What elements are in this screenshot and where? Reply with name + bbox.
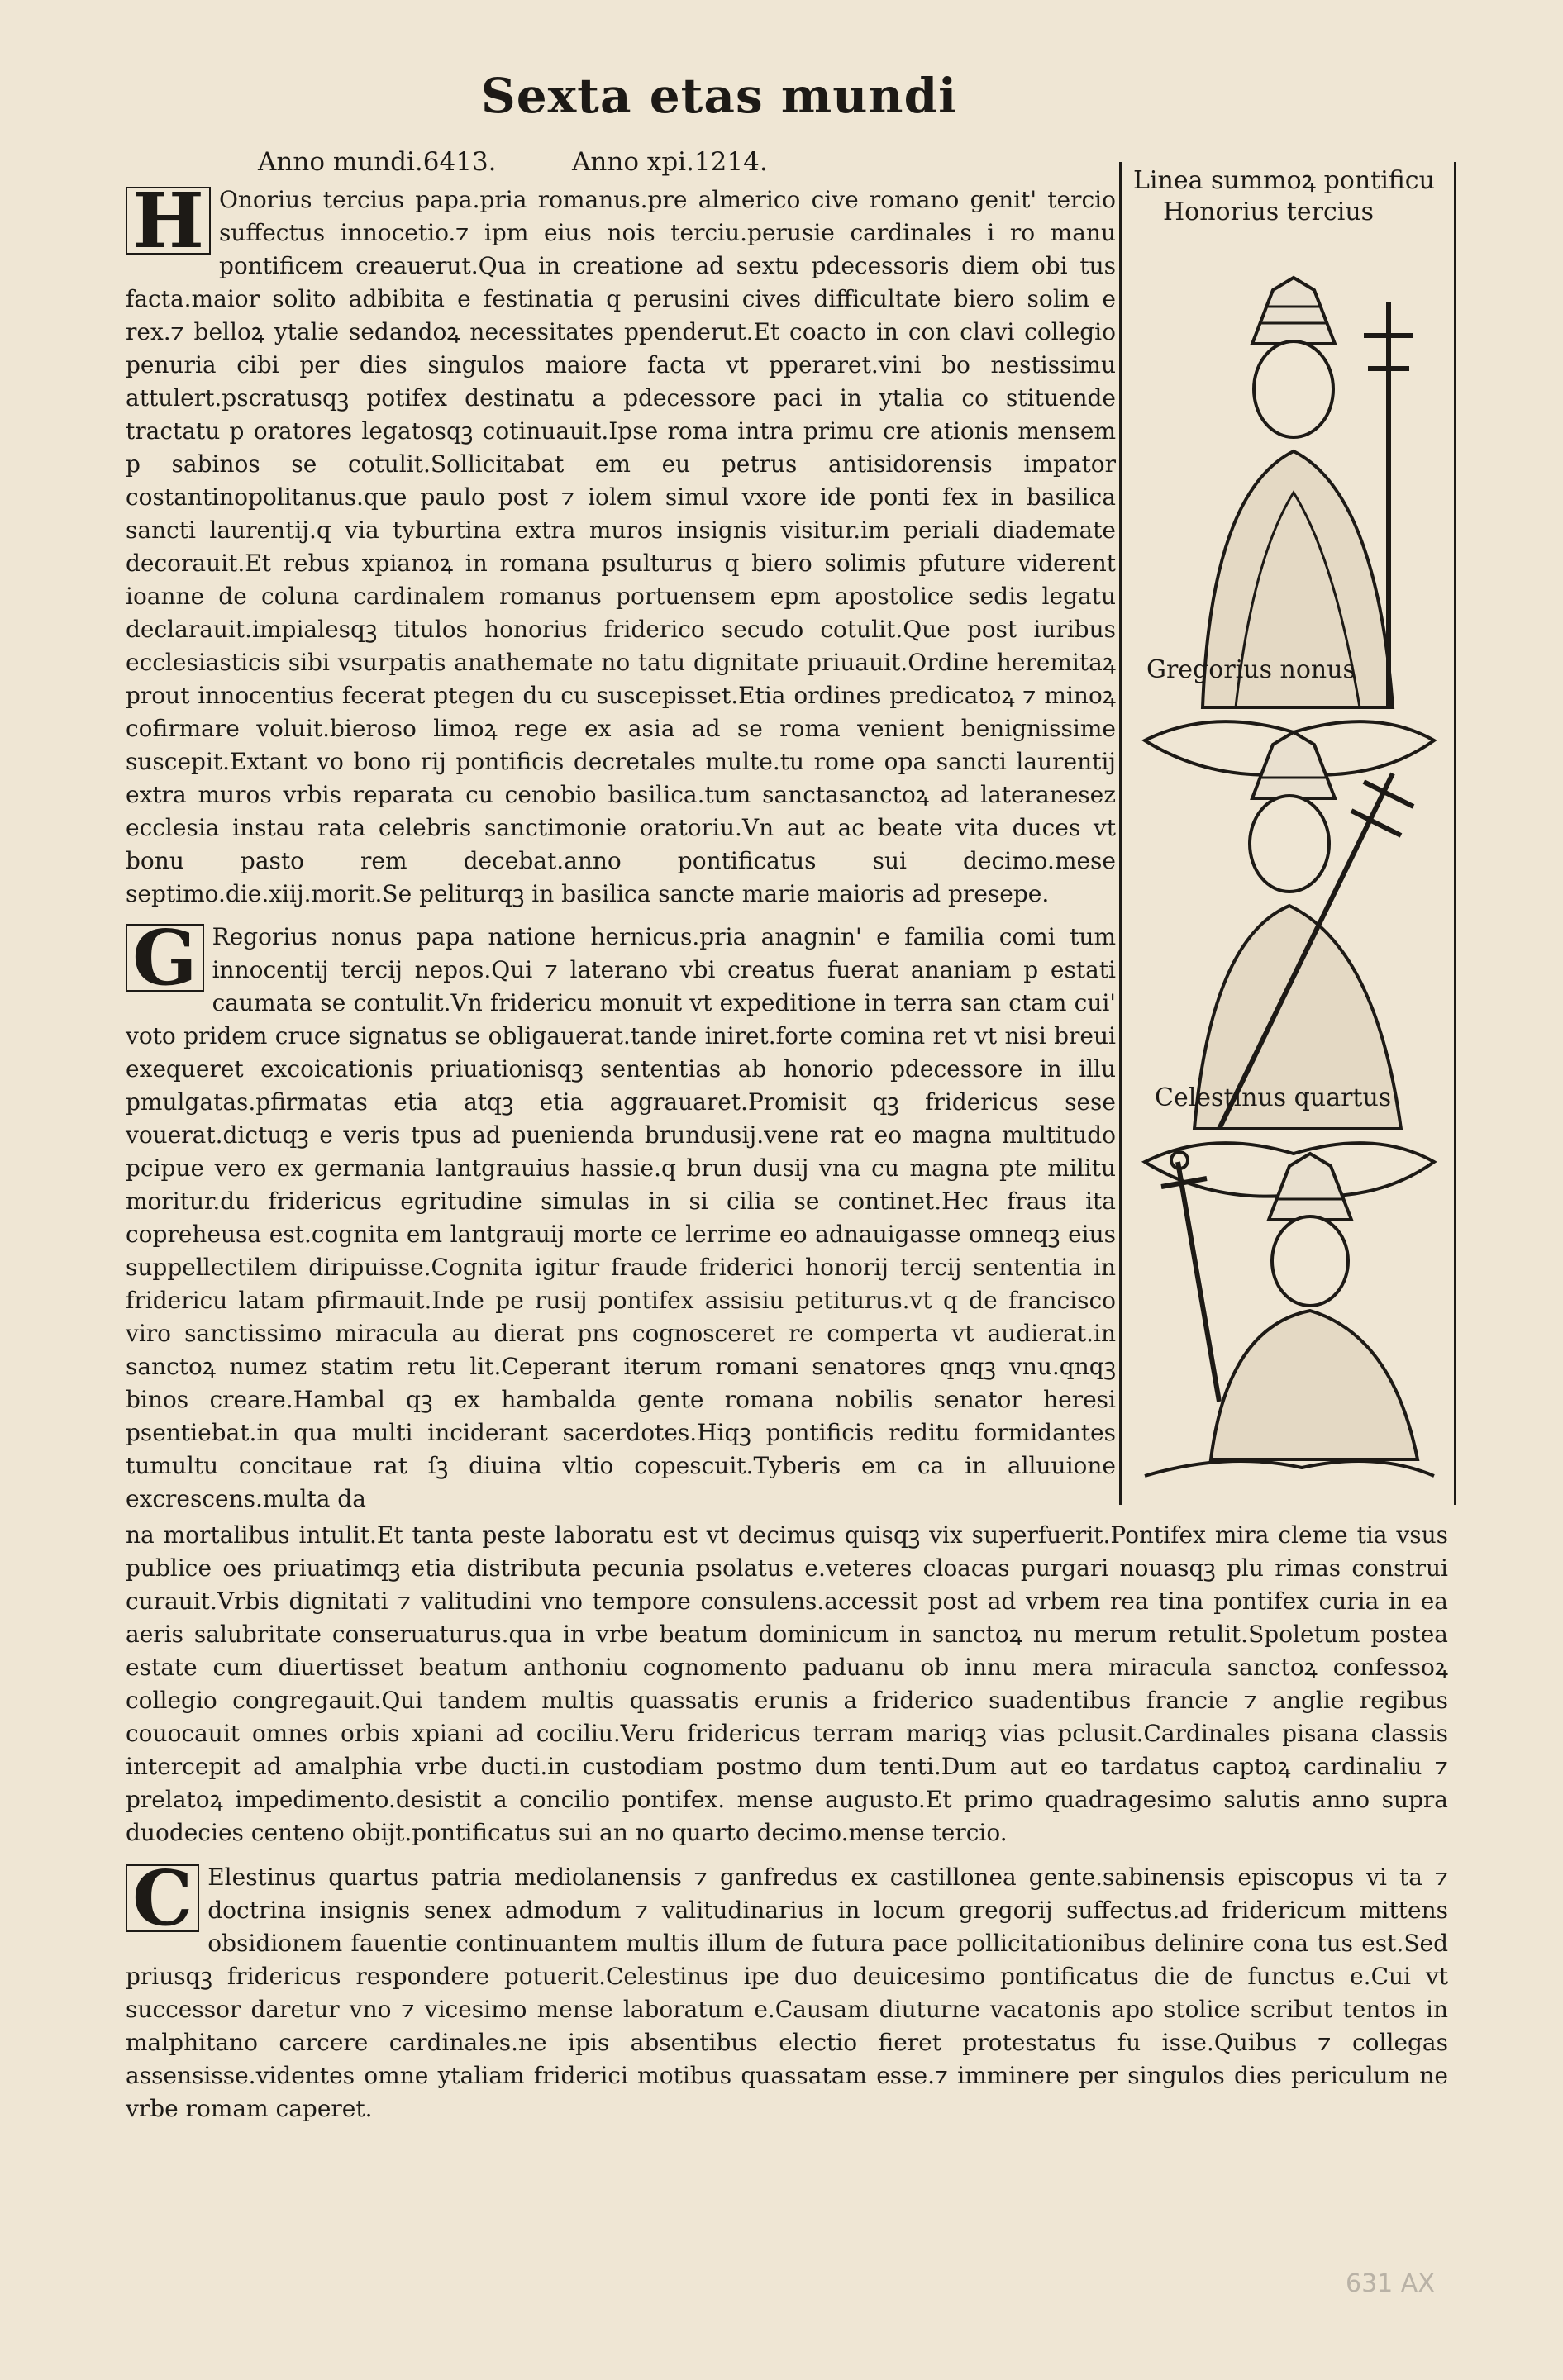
- paragraph-honorius: [126, 176, 1116, 911]
- paragraph-gregorius: [126, 913, 1116, 1516]
- celestinus-text: Elestinus quartus patria mediolanensis ⁊ ganfredus ex castillonea gente.sabinensis episcopus vi ta ⁊ doctrina insignis senex admodum ⁊ valitudinarius in locum gregorij suffectus.ad fridericum mittens obsidionem fauentie continuantem multis illum de futura pace pollicitationibus delinire cona tus est.Sed priusqꝫ fridericus respondere potuerit.Celestinus ipe duo deuicesimo pontificatus die de functus e.Cui vt successor daretur vno ⁊ vicesimo mense laboratum e.Causam diuturne vacatonis apo stolice scribut tentos in malphitano carcere cardinales.ne ipis absentibus electio fieret protestatus fu isse.Quibus ⁊ collegas assensisse.videntes omne ytaliam friderici motibus quassatam esse.⁊ imminere per singulos dies periculum ne vrbe romam caperet.: [126, 1864, 1448, 2122]
- pope-name-celestinus: Celestinus quartus: [1155, 1083, 1392, 1112]
- genealogy-panel: [1119, 162, 1456, 1505]
- wide-text-block: [126, 1519, 1448, 2137]
- pope-name-gregorius: Gregorius nonus: [1146, 655, 1356, 684]
- honorius-text: Onorius tercius papa.pria romanus.pre almerico cive romano genit' tercio suffectus innocetio.⁊ ipm eius nois terciu.perusie cardinales i ro manu pontificem creauerut.Qua in creatione ad sextu pdecessoris diem obi tus facta.maior solito adbibita e festinatia q perusini cives difficultate biero solim e rex.⁊ belloꝝ ytalie sedandoꝝ necessitates ppenderut.Et coacto in con clavi collegio penuria cibi per dies singulos maiore facta vt pperaret.vini bo nestissimu attulert.pscratusqꝫ potifex destinatu a pdecessore paci in ytalia co stituende tractatu p oratores legatosqꝫ cotinuauit.Ipse roma intra primu cre ationis mensem p sabinos se cotulit.Sollicitabat em eu petrus antisidorensis impator costantinopolitanus.que paulo post ⁊ iolem simul vxore ide ponti fex in basilica sancti laurentij.q via tyburtina extra muros insignis visitur.im periali diademate decorauit.Et rebus xpianoꝝ in romana psulturus q biero solimis pfuture viderent ioanne de coluna cardinalem romanus portuensem epm apostolice sedis legatu declarauit.impialesqꝫ titulos honorius friderico secudo cotulit.Que post iuribus ecclesiasticis sibi vsurpatis anathemate no tatu dignitate priuauit.Ordine heremitaꝝ prout innocentius fecerat ptegen du cu suscepisset.Etia ordines predicatoꝝ ⁊ minoꝝ cofirmare voluit.bieroso limoꝝ rege ex asia ad se roma venient benignissime suscepit.Extant vo bono rij pontificis decretales multe.tu rome opa sancti laurentij extra muros vrbis reparata cu cenobio basilica.tum sanctasanctoꝝ ad lateranesez ecclesia instau rata celebris sanctimonie oratoriu.Vn aut ac beate vita duces vt bonu pasto rem decebat.anno pontificatus sui decimo.mese septimo.die.xiij.morit.Se peliturqꝫ in basilica sancte marie maioris ad presepe.: [126, 186, 1116, 907]
- page-heading: Sexta etas mundi: [480, 68, 958, 124]
- woodcut-celestinus-image: [1128, 1129, 1446, 1497]
- anno-mundi-label: Anno mundi.6413.: [258, 147, 497, 177]
- pope-portrait-celestinus: [1128, 1129, 1446, 1497]
- anno-christi-label: Anno xpi.1214.: [572, 147, 768, 177]
- paragraph-gregorius-continued: na mortalibus intulit.Et tanta peste laboratu est vt decimus quisqꝫ vix superfuerit.Pontifex mira cleme tia vsus publice oes priuatimqꝫ etia distributa pecunia psolatus e.veteres cloacas purgari nouasqꝫ plu rimas construi curauit.Vrbis dignitati ⁊ valitudini vno tempore consulens.accessit post ad vrbem rea tina pontifex curia in ea aeris salubritate conseruaturus.qua in vrbe beatum dominicum in sanctoꝝ nu merum retulit.Spoletum postea estate cum diuertisset beatum anthoniu cognomento paduanu ob innu mera miracula sanctoꝝ confessoꝝ collegio congregauit.Qui tandem multis quassatis erunis a friderico suadentibus francie ⁊ anglie regibus couocauit omnes orbis xpiani ad cociliu.Veru fridericus terram mariqꝫ vias pclusit.Cardinales pisana classis intercepit ad amalphia vrbe ducti.in custodiam postmo dum tenti.Dum aut eo tardatus captoꝝ cardinaliu ⁊ prelatoꝝ impedimento.desistit a concilio pontifex. mense augusto.Et primo quadragesimo salutis anno supra duodecies centeno obijt.pontificatus sui an no quarto decimo.mense tercio.: [126, 1521, 1448, 1846]
- pope-name-honorius: Honorius tercius: [1163, 198, 1375, 226]
- initial-h: H: [126, 187, 211, 255]
- text-column: [126, 176, 1116, 1526]
- paragraph-celestinus: [126, 1854, 1448, 2125]
- pencil-sheet-mark: 631 AX: [1346, 2269, 1435, 2298]
- initial-c: C: [126, 1864, 199, 1932]
- initial-g: G: [126, 924, 204, 992]
- genealogy-title: Linea summoꝝ pontificu: [1133, 166, 1435, 195]
- gregorius-text: Regorius nonus papa natione hernicus.pria anagnin' e familia comi tum innocentij tercij nepos.Qui ⁊ laterano vbi creatus fuerat ananiam p estati caumata se contulit.Vn fridericu monuit vt expeditione in terra san ctam cui' voto pridem cruce signatus se obligauerat.tande iniret.forte comina ret vt nisi breui exequeret excoicationis priuationisqꝫ sententias ab honorio pdecessore in illu pmulgatas.pfirmatas etia atqꝫ etia aggrauaret.Promisit qꝫ fridericus sese vouerat.dictuqꝫ e veris tpus ad puenienda brundusij.vene rat eo magna multitudo pcipue vero ex germania lantgrauius hassie.q brun dusij vna cu magna pte militu moritur.du fridericus egritudine simulas in si cilia se continet.Hec fraus ita copreheusa est.cognita em lantgrauij morte ce lerrime eo adnauigasse omneqꝫ eius suppellectilem diripuisse.Cognita igitur fraude friderici honorij tercij sententia in fridericu latam pfirmauit.Inde pe rusij pontifex assisiu petiturus.vt q de francisco viro sanctissimo miracula au dierat pns cognosceret re comperta vt audierat.in sanctoꝝ numez statim retu lit.Ceperant iterum romani senatores qnqꝫ vnu.qnqꝫ binos creare.Hambal qꝫ ex hambalda gente romana nobilis senator heresi psentiebat.in qua multi inciderant sacerdotes.Hiqꝫ pontificis reditu formidantes tumultu concitaue rat ſꝫ diuina vltio copescuit.Tyberis em ca in alluuione excrescens.multa da: [126, 923, 1116, 1512]
